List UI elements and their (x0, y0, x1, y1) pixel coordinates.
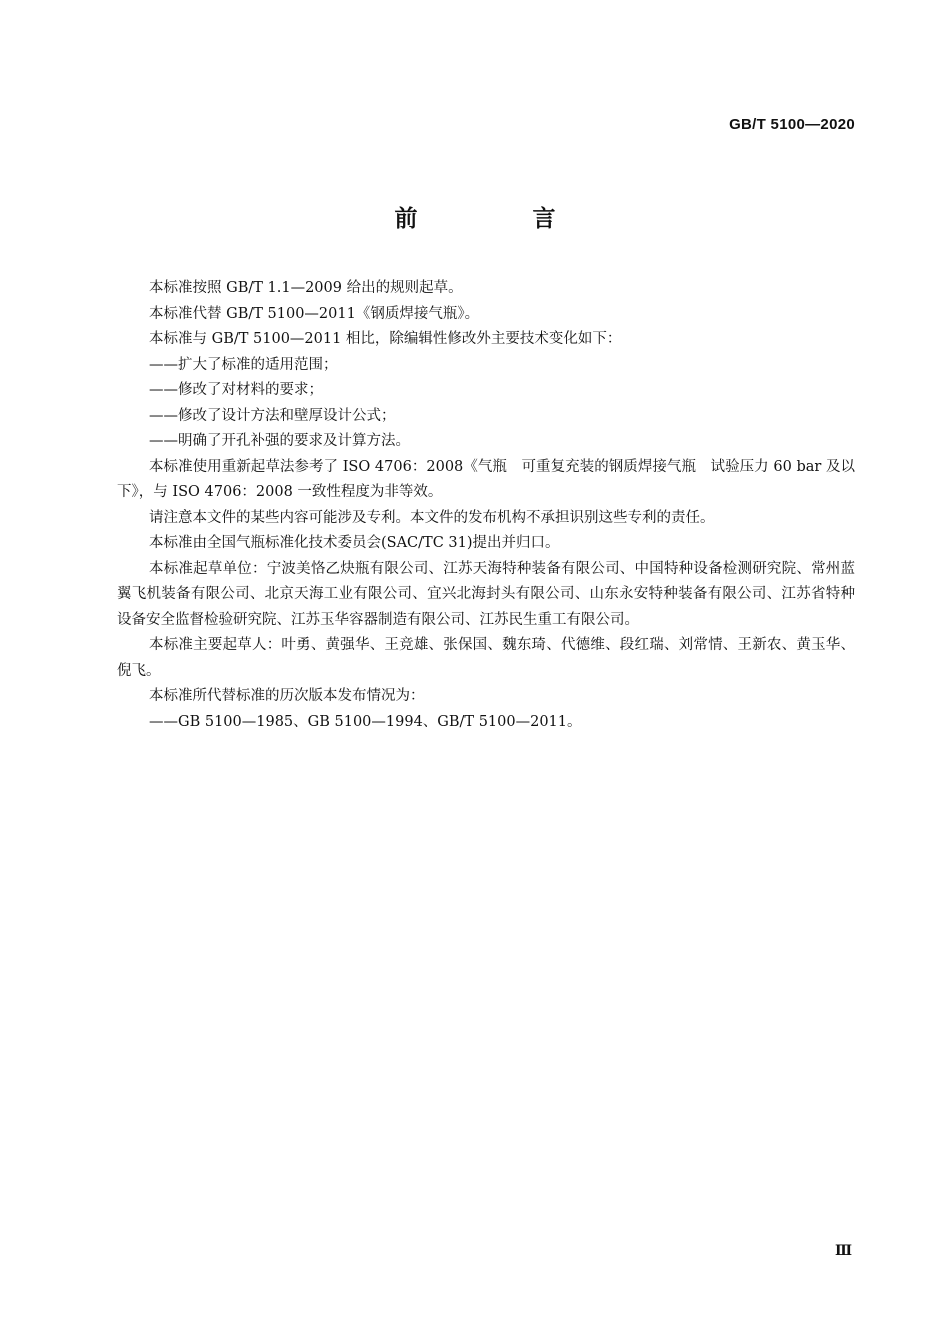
page-number: Ⅲ (834, 1243, 852, 1259)
paragraph-proposed-by: 本标准由全国气瓶标准化技术委员会(SAC/TC 31)提出并归口。 (149, 535, 560, 551)
document-body (117, 276, 855, 735)
paragraph-iso-reference: 本标准使用重新起草法参考了 ISO 4706：2008《气瓶 可重复充装的钢质焊接气瓶 试验压力 60 bar 及以下》，与 ISO 4706：2008 一致性程度为非等效。 (117, 458, 855, 500)
list-item-history: ——GB 5100—1985、GB 5100—1994、GB/T 5100—2011。 (149, 713, 582, 730)
paragraph-replaces: 本标准代替 GB/T 5100—2011《钢质焊接气瓶》。 (149, 305, 480, 322)
list-item-change-1: ——扩大了标准的适用范围； (149, 356, 338, 373)
paragraph-drafting-rules: 本标准按照 GB/T 1.1—2009 给出的规则起草。 (149, 280, 463, 296)
list-item-change-4: ——明确了开孔补强的要求及计算方法。 (149, 433, 410, 449)
paragraph-changes-intro: 本标准与 GB/T 5100—2011 相比，除编辑性修改外主要技术变化如下： (149, 331, 622, 347)
list-item-change-2: ——修改了对材料的要求； (149, 382, 323, 398)
paragraph-drafters: 本标准主要起草人：叶勇、黄强华、王竞雄、张保国、魏东琦、代德维、段红瑞、刘常情、王新农、黄玉华、倪飞。 (117, 637, 855, 679)
list-item-change-3: ——修改了设计方法和壁厚设计公式； (149, 407, 396, 424)
standard-code: GB/T 5100—2020 (729, 116, 855, 133)
paragraph-history-intro: 本标准所代替标准的历次版本发布情况为： (149, 688, 425, 704)
paragraph-patent-notice: 请注意本文件的某些内容可能涉及专利。本文件的发布机构不承担识别这些专利的责任。 (149, 509, 715, 526)
page-title: 前 言 (394, 206, 602, 232)
paragraph-drafting-units: 本标准起草单位：宁波美恪乙炔瓶有限公司、江苏天海特种装备有限公司、中国特种设备检测研究院、常州蓝翼飞机装备有限公司、北京天海工业有限公司、宜兴北海封头有限公司、山东永安特种装备有限公司、江苏省特种设备安全监督检验研究院、江苏玉华容器制造有限公司、江苏民生重工有限公司。 (117, 560, 855, 628)
